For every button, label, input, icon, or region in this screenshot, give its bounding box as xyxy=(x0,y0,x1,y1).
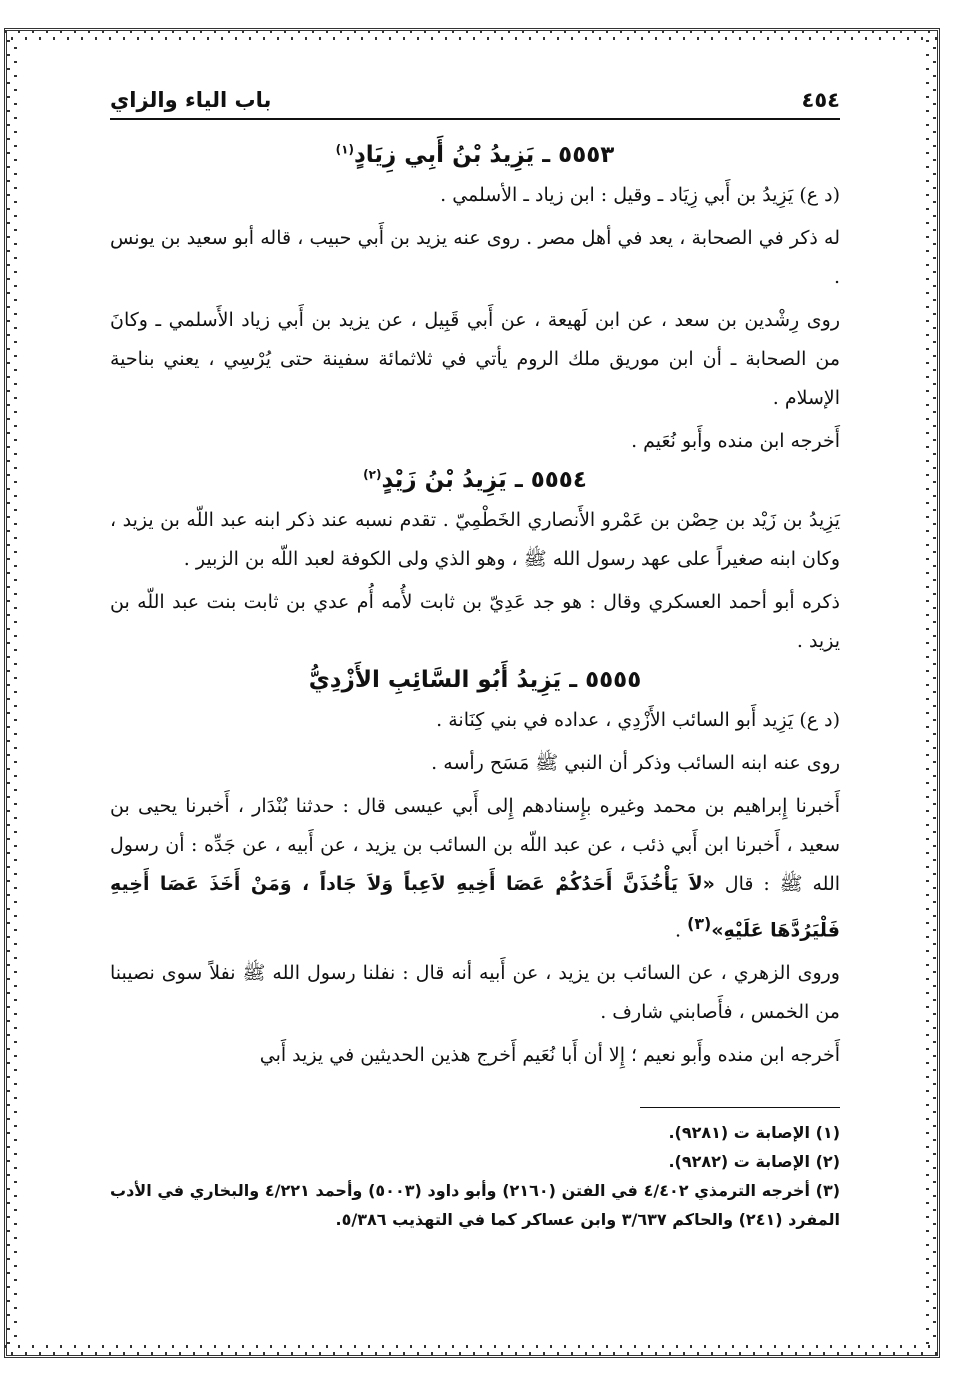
paragraph: (د ع) يَزِيدُ بن أَبي زِيَاد ـ وقيل : ابن زياد ـ الأسلمي . xyxy=(440,184,840,206)
entry-title: ٥٥٥٤ ـ يَزِيدُ بْنُ زَيْدٍ$^{(٢)}$ xyxy=(363,467,587,493)
entry-5555 xyxy=(110,667,840,1075)
paragraph: أَخبرنا إِبراهيم بن محمد وغيره بإِسنادهم إِلى أَبي عيسى قال : حدثنا بُنْدَار ، أَخبرنا يحيى بن سعيد ، أَخبرنا ابن أَبي ذئب ، عن عبد اللّه بن السائب بن يزيد ، عن أَبيه ، عن جَدِّه : أن رسول الله ﷺ : قال «لاَ يَأْخُذَنَّ أَحَدُكُمْ عَصَا أَخِيهِ لاَعِباً وَلاَ جَاداً ، وَمَنْ أَخَذَ عَصَا أَخِيهِ فَلْيَرُدَّهَا عَلَيْهِ»$^{(٣)}$ . xyxy=(110,795,841,942)
right-ornament-border xyxy=(926,40,936,1345)
paragraph: يَزِيدُ بن زَيْد بن حِصْن بن عَمْرو الأَنصاري الخَطْمِيّ . تقدم نسبه عند ذكر ابنه عبد اللّه بن يزيد ، وكان ابنه صغيراً على عهد رسول الله ﷺ ، وهو الذي ولى الكوفة لعبد اللّه بن الزبير . xyxy=(110,509,840,570)
paragraph: له ذكر في الصحابة ، يعد في أهل مصر . روى عنه يزيد بن أَبي حبيب ، قاله أبو سعيد بن يونس . xyxy=(110,227,840,288)
paragraph: روى عنه ابنه السائب وذكر أن النبي ﷺ مَسَح رأسه . xyxy=(431,752,840,774)
paragraph: ذكره أبو أحمد العسكري وقال : هو جد عَدِيّ بن ثابت لأُمه أُم عدي بن ثابت بنت عبد اللّه بن يزيد . xyxy=(110,591,840,652)
page-number: ٤٥٤ xyxy=(801,88,840,112)
paragraph: أَخرجه ابن منده وأَبو نعيم ؛ إِلا أن أَبا نُعَيم أَخرج هذين الحديثين في يزيد أَبي xyxy=(259,1044,840,1067)
bottom-ornament-border xyxy=(4,1345,940,1355)
chapter-title: باب الياء والزاي xyxy=(110,88,272,112)
left-ornament-border xyxy=(7,40,17,1345)
entry-5553 xyxy=(110,142,840,461)
paragraph: أَخرجه ابن منده وأَبو نُعَيم . xyxy=(631,430,840,452)
entry-5554 xyxy=(110,467,840,661)
paragraph: روى رِشْدين بن سعد ، عن ابن لَهيعة ، عن أَبي قَبِيل ، عن يزيد بن أَبي زياد الأَسلمي ـ وكانَ من الصحابة ـ أن ابن موريق ملك الروم يأتي في ثلاثمائة سفينة حتى يُرْسِي ، يعني بناحية الإسلام . xyxy=(110,309,840,409)
running-header xyxy=(110,88,840,120)
footnote-separator xyxy=(640,1107,840,1108)
entry-title: ٥٥٥٣ ـ يَزِيدُ بْنُ أَبِي زِيَادٍ$^{(١)}$ xyxy=(335,142,615,168)
footnote-ref: (١) xyxy=(335,142,354,157)
top-ornament-border xyxy=(4,30,940,40)
footnote-ref: (٢) xyxy=(363,467,382,482)
footnote-ref: (٣) xyxy=(687,914,712,933)
paragraph: وروى الزهري ، عن السائب بن يزيد ، عن أَبيه أنه قال : نفلنا رسول الله ﷺ نفلاً سوى نصيبنا من الخمس ، فأَصابني شارف . xyxy=(110,962,840,1024)
hadith-text: «لاَ يَأْخُذَنَّ أَحَدُكُمْ عَصَا أَخِيهِ لاَعِباً وَلاَ جَاداً ، وَمَنْ أَخَذَ عَصَا أَخِيهِ فَلْيَرُدَّهَا عَلَيْهِ» xyxy=(110,873,840,942)
paragraph: (د ع) يَزِيد أَبو السائب الأَزْدِي ، عداده في بني كِنَانة . xyxy=(436,709,840,731)
entry-title: ٥٥٥٥ ـ يَزِيدُ أَبُو السَّائِبِ الأَزْدِيُّ xyxy=(308,667,642,693)
page-content xyxy=(110,88,840,1234)
footnote: (١) الإصابة ت (٩٢٨١). xyxy=(668,1123,840,1143)
footnote: (٢) الإصابة ت (٩٢٨٢). xyxy=(668,1152,840,1172)
footnote: (٣) أخرجه الترمذي ٤/٤٠٢ في الفتن (٢١٦٠) وأبو داود (٥٠٠٣) وأحمد ٤/٢٢١ والبخاري في الأدب المفرد (٢٤١) والحاكم ٣/٦٣٧ وابن عساكر كما في التهذيب ٥/٣٨٦. xyxy=(110,1181,841,1230)
